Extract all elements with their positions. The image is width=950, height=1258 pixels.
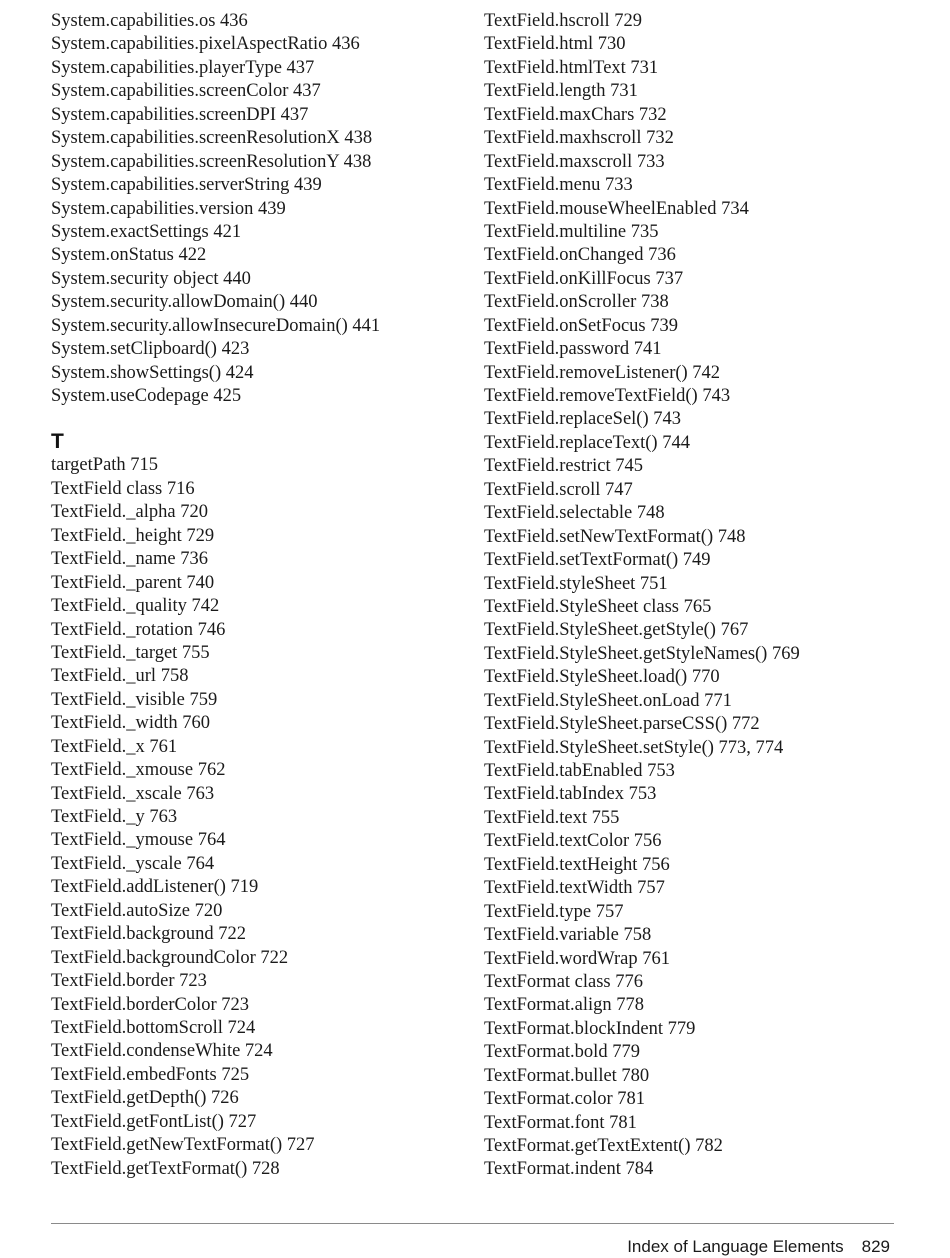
index-entry: TextFormat.blockIndent 779	[484, 1018, 696, 1039]
index-entry: TextField.onChanged 736	[484, 245, 676, 266]
index-entry: TextField.onScroller 738	[484, 292, 669, 313]
index-entry: System.capabilities.version 439	[51, 198, 286, 219]
index-entry: TextField.replaceText() 744	[484, 432, 690, 453]
index-entry: System.capabilities.serverString 439	[51, 175, 322, 196]
index-entry: TextField.embedFonts 725	[51, 1064, 250, 1085]
index-entry: TextField.borderColor 723	[51, 994, 250, 1015]
index-entry: TextField.getDepth() 726	[51, 1088, 239, 1109]
index-entry: targetPath 715	[51, 455, 159, 476]
index-entry: TextField.StyleSheet.getStyle() 767	[484, 620, 749, 641]
index-entry: TextField.background 722	[51, 924, 246, 945]
index-entry: TextField class 716	[51, 478, 195, 499]
index-entry: TextField.onKillFocus 737	[484, 268, 684, 289]
index-entry: TextField.getFontList() 727	[51, 1111, 257, 1132]
index-entry: TextField.StyleSheet.setStyle() 773, 774	[484, 737, 784, 758]
index-column-left	[51, 10, 380, 1181]
index-entry: System.security.allowDomain() 440	[51, 292, 318, 313]
index-entry: System.capabilities.screenResolutionX 438	[51, 128, 373, 149]
index-entry: TextField.textWidth 757	[484, 878, 665, 899]
index-entry: System.onStatus 422	[51, 245, 207, 266]
index-entry: System.setClipboard() 423	[51, 339, 250, 360]
index-entry: System.capabilities.pixelAspectRatio 436	[51, 34, 360, 55]
index-entry: TextField._quality 742	[51, 596, 220, 617]
index-entry: TextField._rotation 746	[51, 619, 226, 640]
index-entry: TextField.text 755	[484, 807, 620, 828]
index-entry: TextField.backgroundColor 722	[51, 947, 289, 968]
page-footer	[627, 1237, 890, 1257]
index-entry: TextField.getNewTextFormat() 727	[51, 1135, 315, 1156]
index-entry: TextFormat.font 781	[484, 1112, 637, 1133]
index-entry: TextField.html 730	[484, 34, 626, 55]
index-entry: System.exactSettings 421	[51, 221, 242, 242]
index-entry: TextField.type 757	[484, 901, 624, 922]
section-heading-t: T	[51, 430, 64, 454]
index-entry: TextField._target 755	[51, 642, 210, 663]
index-entry: TextField.addListener() 719	[51, 877, 259, 898]
index-entry: TextField._yscale 764	[51, 853, 215, 874]
index-entry: TextField._name 736	[51, 549, 208, 570]
index-entry: TextField.menu 733	[484, 175, 633, 196]
index-entry: TextField._url 758	[51, 666, 189, 687]
index-entry: TextField.password 741	[484, 339, 662, 360]
footer-section-title: Index of Language Elements	[627, 1237, 844, 1256]
index-entry: TextField.selectable 748	[484, 503, 665, 524]
index-entry: TextField.hscroll 729	[484, 11, 642, 31]
index-entry: TextField.StyleSheet.parseCSS() 772	[484, 714, 760, 735]
index-entry: System.security.allowInsecureDomain() 441	[51, 315, 381, 336]
index-entry: TextField.StyleSheet.getStyleNames() 769	[484, 643, 800, 664]
index-entry: TextField.condenseWhite 724	[51, 1041, 273, 1062]
index-entry: TextField._xmouse 762	[51, 760, 226, 781]
index-entry: TextField.autoSize 720	[51, 900, 223, 921]
index-entry: TextField._ymouse 764	[51, 830, 226, 851]
index-entry: TextField._alpha 720	[51, 502, 208, 523]
index-entry: System.useCodepage 425	[51, 386, 242, 406]
index-entry: TextField.replaceSel() 743	[484, 409, 681, 430]
page-number: 829	[861, 1237, 890, 1256]
index-entry: TextField.maxChars 732	[484, 104, 667, 125]
index-list-t	[51, 454, 380, 1181]
index-entry: TextField.multiline 735	[484, 221, 659, 242]
index-entry: TextField.StyleSheet.load() 770	[484, 667, 720, 688]
index-entry: TextField.border 723	[51, 971, 207, 992]
index-entry: TextField.setNewTextFormat() 748	[484, 526, 746, 547]
index-entry: TextField.maxscroll 733	[484, 151, 665, 172]
index-entry: System.capabilities.playerType 437	[51, 57, 315, 78]
index-entry: TextField._width 760	[51, 713, 211, 734]
index-entry: TextFormat class 776	[484, 971, 644, 992]
index-entry: TextField.onSetFocus 739	[484, 315, 678, 336]
index-entry: TextField.StyleSheet class 765	[484, 596, 712, 617]
index-entry: TextField._xscale 763	[51, 783, 215, 804]
index-entry: TextField.removeTextField() 743	[484, 386, 731, 406]
index-entry: TextFormat.align 778	[484, 995, 645, 1016]
index-entry: TextField.restrict 745	[484, 456, 644, 477]
index-entry: TextField._visible 759	[51, 689, 218, 710]
index-column-right	[484, 10, 800, 1182]
index-entry: TextField.tabIndex 753	[484, 784, 657, 805]
index-entry: TextFormat.bold 779	[484, 1042, 640, 1063]
index-entry: TextField.bottomScroll 724	[51, 1017, 256, 1038]
index-entry: TextField._x 761	[51, 736, 178, 757]
index-entry: TextField.textColor 756	[484, 831, 662, 852]
index-entry: System.showSettings() 424	[51, 362, 254, 383]
index-entry: TextField._parent 740	[51, 572, 215, 593]
index-entry: TextField._y 763	[51, 807, 178, 827]
index-entry: TextFormat.indent 784	[484, 1159, 654, 1180]
index-list-system	[51, 10, 380, 408]
index-entry: TextFormat.bullet 780	[484, 1065, 650, 1086]
index-entry: TextField.tabEnabled 753	[484, 761, 675, 781]
index-entry: TextFormat.color 781	[484, 1089, 646, 1110]
index-entry: System.capabilities.screenResolutionY 438	[51, 151, 372, 172]
index-entry: System.security object 440	[51, 268, 251, 289]
index-entry: TextField.getTextFormat() 728	[51, 1158, 280, 1179]
index-entry: System.capabilities.screenDPI 437	[51, 104, 309, 125]
index-entry: TextField.variable 758	[484, 925, 652, 946]
index-entry: TextField.textHeight 756	[484, 854, 670, 875]
index-entry: System.capabilities.screenColor 437	[51, 81, 321, 102]
index-entry: TextField.htmlText 731	[484, 57, 659, 78]
index-entry: TextField.wordWrap 761	[484, 948, 671, 969]
index-entry: TextFormat.getTextExtent() 782	[484, 1136, 723, 1156]
index-entry: TextField.maxhscroll 732	[484, 128, 674, 149]
footer-rule	[51, 1223, 894, 1224]
index-list-textfield	[484, 10, 800, 1182]
index-entry: TextField.setTextFormat() 749	[484, 550, 711, 571]
index-entry: System.capabilities.os 436	[51, 11, 248, 31]
index-entry: TextField._height 729	[51, 525, 215, 546]
index-entry: TextField.scroll 747	[484, 479, 633, 500]
index-entry: TextField.removeListener() 742	[484, 362, 721, 383]
index-entry: TextField.StyleSheet.onLoad 771	[484, 690, 732, 711]
index-entry: TextField.styleSheet 751	[484, 573, 668, 594]
index-entry: TextField.length 731	[484, 81, 638, 102]
index-entry: TextField.mouseWheelEnabled 734	[484, 198, 749, 219]
